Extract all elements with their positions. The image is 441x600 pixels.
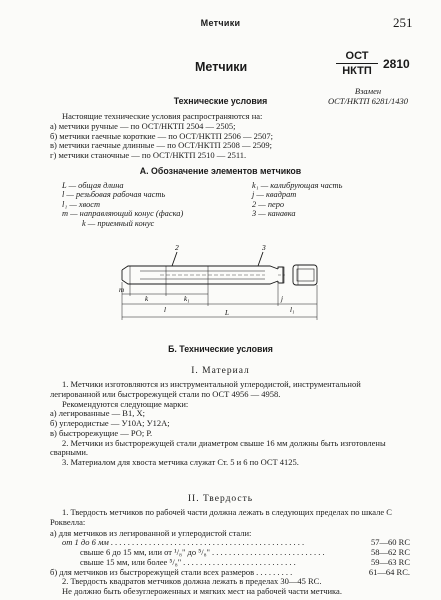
dot-leader: . . . . . . . . . . . . . . . . . . . . . . . . . . . . . . . . . . . . . . . . . . . . . .: [110, 538, 305, 548]
standard-fraction: [336, 50, 378, 77]
legend-item: l — резьбовая рабочая часть: [62, 190, 166, 200]
tech-conditions-heading: Технические условия: [173, 96, 268, 106]
standard-top: ОСТ: [345, 50, 369, 62]
legend-item: L — общая длина: [62, 181, 124, 190]
tap-outline-top: [122, 266, 278, 270]
section-a-heading: А. Обозначение элементов метчиков: [139, 166, 302, 176]
material-p1-sub: Рекомендуются следующие марки:: [62, 398, 189, 409]
legend-item: m — направляющий конус (фаска): [62, 209, 184, 219]
material-item: б) углеродистые — У10А; У12А;: [50, 418, 170, 429]
legend-item: 2 — перо: [252, 199, 285, 209]
label-j: j: [281, 295, 283, 303]
tap-drawing: [100, 240, 340, 322]
tap-outline-bottom: [122, 280, 278, 284]
page-number: 251: [393, 15, 413, 30]
legend-item: j — квадрат: [252, 190, 297, 200]
tech-item: а) метчики ручные — по ОСТ/НКТП 2504 — 2505;: [50, 120, 236, 131]
label-l1: l₁: [290, 306, 295, 314]
leader-line: [258, 252, 263, 266]
hardness-row-value: 58—62 RC: [371, 547, 410, 558]
running-title: Метчики: [200, 18, 241, 28]
hardness-row-text: свыше 6 до 15 мм, или от ¹/₈" до ⁵/₈": [80, 547, 211, 558]
hardness-p1: 1. Твердость метчиков по рабочей части должна лежать в следующих пределах по шкале С Роквелла:: [50, 507, 392, 527]
hardness-heading: II. Твердость: [187, 494, 254, 504]
standard-bottom: НКТП: [342, 65, 372, 78]
hardness-sub-a: а) для метчиков из легированной и углеродистой стали:: [50, 527, 252, 538]
material-p1: 1. Метчики изготовляются из инструментальной углеродистой, инструментальной легированной или быстрорежущей стали по ОСТ 4956 — 4958.: [50, 379, 361, 399]
label-3: 3: [262, 243, 266, 252]
tech-conditions-body: [50, 112, 410, 161]
label-k: k: [145, 295, 149, 303]
material-item: в) быстрорежущие — РО; Р.: [50, 427, 153, 438]
hardness-row-text: от 1 до 6 мм: [62, 537, 109, 548]
label-m: m: [119, 286, 125, 294]
hardness-row-value: 57—60 RC: [371, 537, 410, 548]
label-L: L: [225, 309, 229, 317]
replaces-label: Взамен: [354, 86, 382, 96]
hardness-sub-b-value: 61—64 RC.: [368, 566, 410, 577]
hardness-row-value: 59—63 RC: [371, 556, 410, 567]
replaces-text: ОСТ/НКТП 6281/1430: [327, 96, 409, 107]
legend-item: k — приемный конус: [82, 218, 155, 228]
tech-intro: Настоящие технические условия распространяются на:: [62, 111, 263, 121]
hardness-p2: 2. Твердость квадратов метчиков должна лежать в пределах 30—45 RC.: [62, 576, 322, 587]
material-body: [50, 380, 410, 468]
leader-line: [172, 252, 177, 266]
material-heading: I. Материал: [191, 366, 250, 376]
fraction-line: [336, 63, 378, 64]
dot-leader: . . . . . . . . .: [256, 567, 293, 577]
tech-item: б) метчики гаечные короткие — по ОСТ/НКТП 2506 — 2507;: [50, 130, 274, 141]
hardness-p2b: Не должно быть обезуглероженных и мягких мест на рабочей части метчика.: [62, 586, 342, 597]
legend-item: l₁ — хвост: [62, 199, 101, 209]
square-end: [293, 265, 317, 285]
material-p2: 2. Метчики из быстрорежущей стали диаметром свыше 16 мм должны быть изготовлены сварными.: [50, 437, 386, 458]
hardness-row-text: свыше 15 мм, или более ⁵/₈": [80, 556, 182, 567]
hardness-body: [50, 508, 410, 597]
legend-right: [252, 181, 342, 219]
material-item: а) легированные — В1, Х;: [50, 408, 145, 419]
dot-leader: . . . . . . . . . . . . . . . . . . . . . . . . . . .: [183, 557, 296, 567]
label-2: 2: [175, 243, 179, 252]
legend-item: k₁ — калибрующая часть: [252, 181, 343, 190]
label-l: l: [164, 306, 166, 314]
material-p3: 3. Материалом для хвоста метчика служат Ст. 5 и 6 по ОСТ 4125.: [62, 457, 299, 468]
tech-item: г) метчики станочные — по ОСТ/НКТП 2510 — 2511.: [50, 150, 247, 161]
hardness-sub-b: б) для метчиков из быстрорежущей стали всех размеров: [50, 566, 255, 577]
section-b-heading: Б. Технические условия: [168, 344, 273, 354]
legend-item: 3 — канавка: [252, 209, 296, 219]
square-inner: [297, 269, 314, 281]
label-k1: k₁: [184, 295, 190, 303]
tech-item: в) метчики гаечные длинные — по ОСТ/НКТП 2508 — 2509;: [50, 140, 272, 151]
standard-number: 2810: [383, 57, 410, 71]
legend-left: [62, 181, 183, 228]
document-title: Метчики: [195, 60, 248, 74]
dot-leader: . . . . . . . . . . . . . . . . . . . . . . . . . . .: [212, 548, 325, 558]
